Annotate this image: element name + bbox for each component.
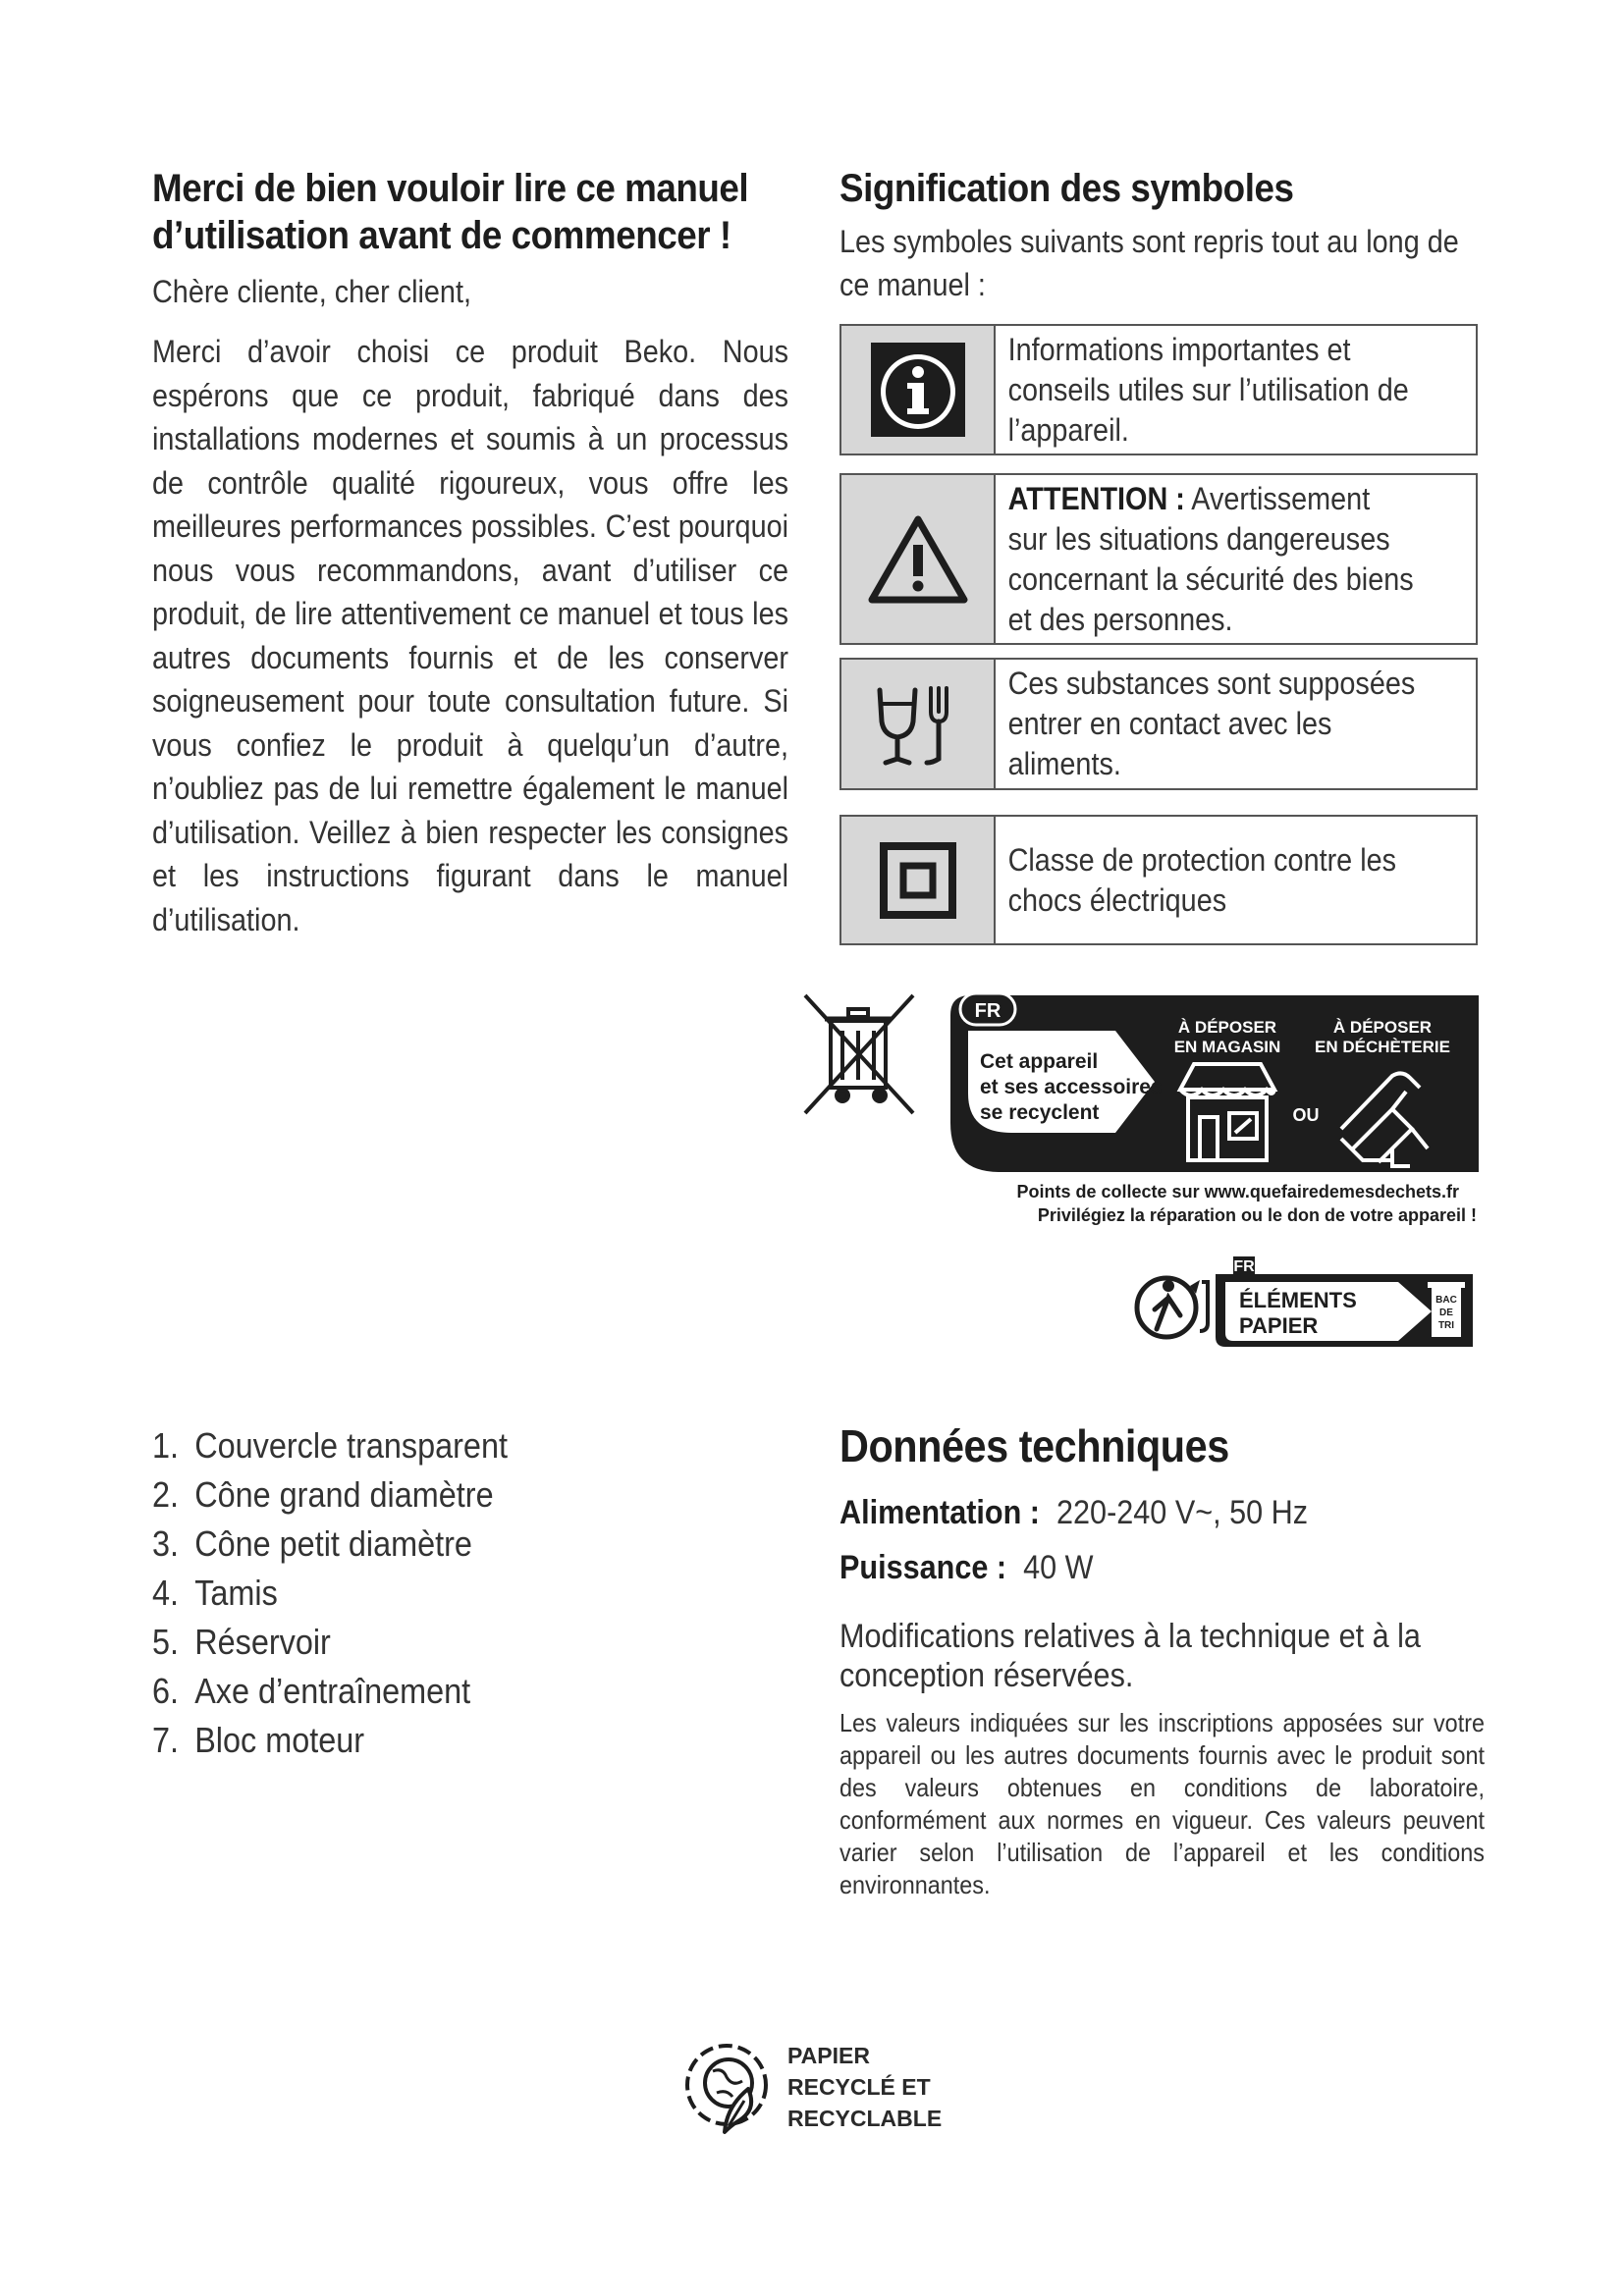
store-label-line2: EN MAGASIN <box>1173 1038 1281 1056</box>
triman-recycling-tag <box>950 993 1479 1172</box>
paper-logo-line2: RECYCLÉ ET <box>787 2074 931 2100</box>
paper-logo-line3: RECYCLABLE <box>787 2106 943 2131</box>
symbol-row-info <box>839 324 1478 455</box>
info-icon <box>841 326 996 454</box>
crossed-bin-icon <box>805 995 913 1113</box>
food-contact-icon <box>841 660 996 788</box>
list-item: 2. Cône grand diamètre <box>152 1474 494 1515</box>
intro-title-line1: Merci de bien vouloir lire ce manuel <box>152 167 749 210</box>
modifications-note: Modifications relatives à la technique et à la conception réservées. <box>839 1618 1421 1694</box>
lab-values-note: Les valeurs indiquées sur les inscriptions apposées sur votre appareil ou les autres documents fournis avec le produit sont des valeurs obtenues en conditions de laboratoire, conformément aux normes en vigueur. Ces valeurs peuvent varier selon l’utilisation de l’appareil et les conditions environnantes. <box>839 1708 1485 1899</box>
dump-label-line1: À DÉPOSER <box>1332 1018 1433 1037</box>
list-item: 6. Axe d’entraînement <box>152 1671 471 1711</box>
symbol-desc-warning: Avertissement sur les situations dangereuses concernant la sécurité des biens et des personnes. <box>1007 480 1414 637</box>
paper-elements-tag <box>1216 1256 1473 1347</box>
dump-label-line2: EN DÉCHÈTERIE <box>1315 1038 1450 1056</box>
collect-line1: Points de collecte sur www.quefairedemesdechets.fr <box>1016 1182 1459 1201</box>
intro-title <box>152 165 793 259</box>
store-label-line1: À DÉPOSER <box>1177 1018 1277 1037</box>
recycling-message-line3: se recyclent <box>980 1101 1100 1124</box>
attention-label: ATTENTION : <box>1007 480 1185 516</box>
sorting-bin-icon <box>1428 1282 1465 1337</box>
list-item: 4. Tamis <box>152 1573 278 1613</box>
recycled-paper-icon <box>687 2046 766 2132</box>
paper-triman-icon <box>1137 1278 1208 1337</box>
intro-body: Merci d’avoir choisi ce produit Beko. Nous espérons que ce produit, fabriqué dans des installations modernes et soumis à un processus de contrôle qualité rigoureux, vous offre les meilleures performances possibles. C’est pourquoi nous vous recommandons, avant d’utiliser ce produit, de lire attentivement ce manuel et tous les autres documents fournis et de les conserver soigneusement pour toute consultation future. Si vous confiez le produit à quelqu’un d’autre, n’oubliez pas de lui remettre également le manuel d’utilisation. Veillez à bien respecter les consignes et les instructions figurant dans le manuel d’utilisation. <box>152 334 788 937</box>
spec-power-value: 40 W <box>1023 1549 1094 1586</box>
symbol-row-food <box>839 658 1478 790</box>
recycling-message-line1: Cet appareil <box>980 1050 1099 1073</box>
paper-line2: PAPIER <box>1239 1313 1319 1338</box>
bin-line2: DE <box>1439 1308 1453 1318</box>
parts-list <box>152 1421 547 1765</box>
symbol-text-warning <box>996 475 1428 643</box>
bin-line1: BAC <box>1435 1295 1457 1306</box>
spec-power-supply-label: Alimentation : <box>839 1494 1041 1531</box>
symbol-row-warning <box>839 473 1478 645</box>
symbol-desc-food: Ces substances sont supposées entrer en contact avec les aliments. <box>1007 666 1416 781</box>
list-item: 3. Cône petit diamètre <box>152 1523 472 1564</box>
spec-power-label: Puissance : <box>839 1549 1007 1586</box>
paper-country: FR <box>1233 1258 1255 1275</box>
collect-line2: Privilégiez la réparation ou le don de votre appareil ! <box>1037 1205 1477 1225</box>
protection-class-icon <box>841 817 996 943</box>
tech-section <box>839 1418 1488 1901</box>
spec-power-supply <box>839 1491 1485 1534</box>
symbol-text-protection <box>996 817 1428 943</box>
spec-power-supply-value: 220-240 V~, 50 Hz <box>1056 1494 1309 1531</box>
symbols-section <box>839 165 1483 320</box>
recycling-logos <box>803 991 1490 1364</box>
warning-icon <box>841 475 996 643</box>
intro-section <box>152 165 795 941</box>
recycling-country: FR <box>974 1000 1001 1022</box>
or-label: OU <box>1292 1105 1320 1125</box>
recycling-message-line2: et ses accessoires <box>980 1076 1163 1098</box>
spec-power <box>839 1546 1485 1589</box>
greeting: Chère cliente, cher client, <box>152 274 471 309</box>
paper-logo-line1: PAPIER <box>787 2043 870 2068</box>
list-item: 5. Réservoir <box>152 1622 331 1662</box>
list-item: 1. Couvercle transparent <box>152 1425 508 1466</box>
symbol-row-protection <box>839 815 1478 945</box>
bin-line3: TRI <box>1437 1320 1455 1331</box>
intro-title-line2: d’utilisation avant de commencer ! <box>152 214 731 257</box>
symbol-desc-info: Informations importantes et conseils utiles sur l’utilisation de l’appareil. <box>1007 331 1409 448</box>
symbol-text-info <box>996 326 1428 454</box>
paper-line1: ÉLÉMENTS <box>1239 1288 1357 1312</box>
list-item: 7. Bloc moteur <box>152 1720 365 1760</box>
symbol-desc-protection: Classe de protection contre les chocs électriques <box>1007 841 1397 918</box>
symbols-title: Signification des symboles <box>839 167 1294 210</box>
symbol-text-food <box>996 660 1428 788</box>
symbols-intro: Les symboles suivants sont repris tout au long de ce manuel : <box>839 224 1459 302</box>
recycled-paper-logo <box>677 2032 972 2140</box>
tech-title: Données techniques <box>839 1420 1229 1471</box>
